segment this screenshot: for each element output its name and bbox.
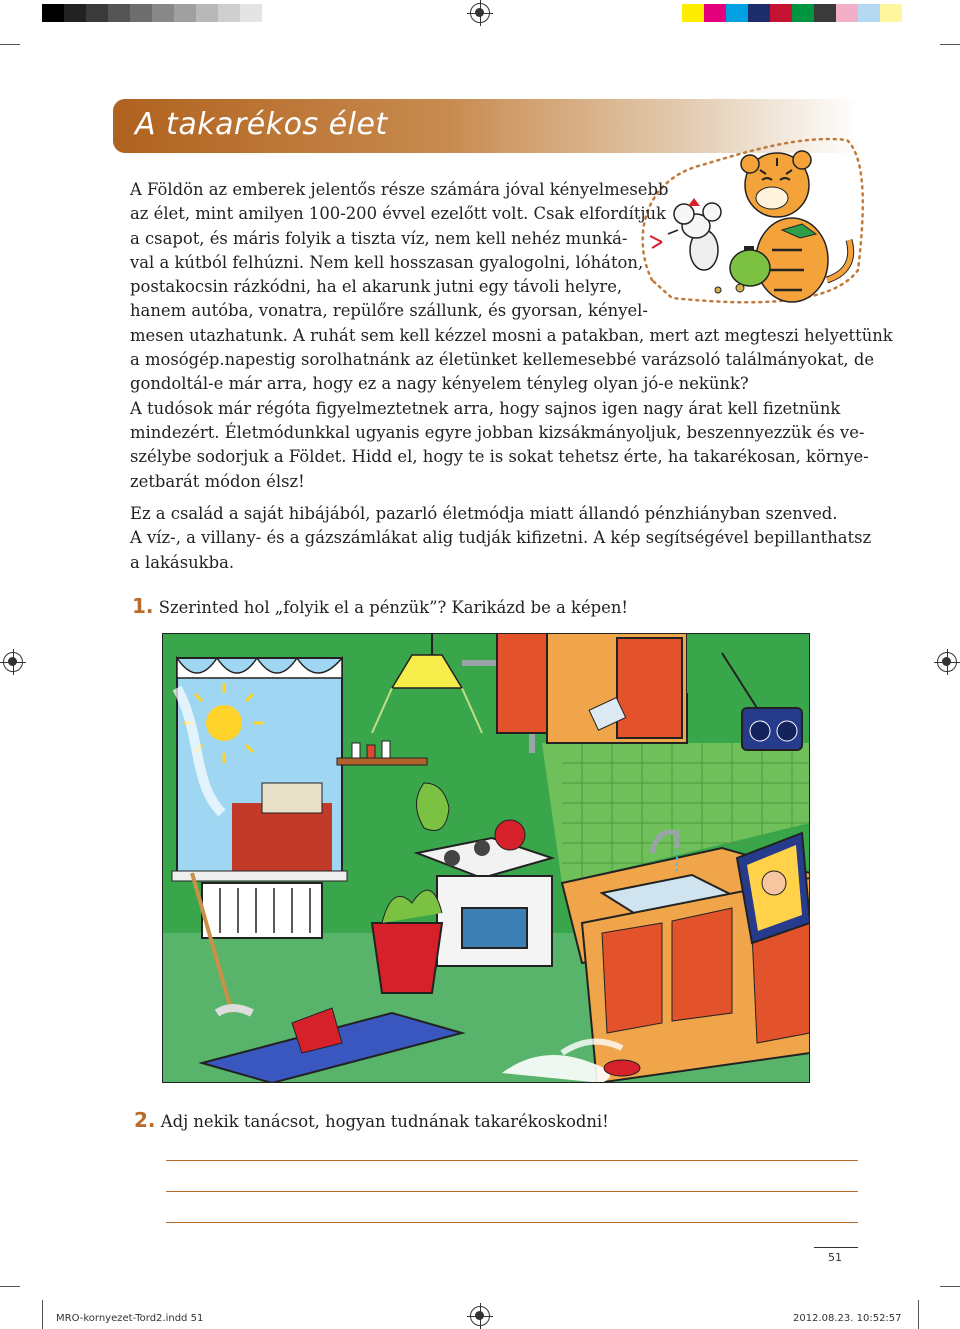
crop-mark [42,1300,43,1329]
kitchen-illustration[interactable] [162,633,810,1083]
intro-line: A Földön az emberek jelentős része számára jóval kényelmesebb [130,180,669,199]
answer-line-2[interactable] [166,1191,858,1192]
task-number: 1. [132,594,154,618]
intro-line: val a kútból felhúzni. Nem kell hosszasan gyalogolni, lóháton, [130,252,644,272]
open-cabinet-door [497,633,547,733]
intro-line: gondoltál-e már arra, hogy ez a nagy kényelem tényleg olyan jó-e nekünk? [130,374,749,394]
registration-mark-right [937,652,957,672]
crop-mark [940,44,960,45]
task-2 [134,1108,609,1132]
intro-line: postakocsin rázkódni, ha el akarunk jutni egy távoli helyre, [130,277,623,297]
task-text: Szerinted hol „folyik el a pénzük”? Karikázd be a képen! [158,598,628,617]
pet-bowl-icon [604,1060,640,1076]
answer-line-3[interactable] [166,1222,858,1223]
registration-mark-bottom [470,1306,490,1326]
grayscale-color-bar [42,4,262,22]
window [172,658,347,881]
intro-line: zetbarát módon élsz! [130,471,305,491]
crop-mark [918,1300,919,1329]
intro-line: a csapot, és máris folyik a tiszta víz, nem kell nehéz munká- [130,228,628,248]
task-1 [132,594,628,618]
page-number-rule [814,1247,858,1248]
sun-icon [206,705,242,741]
family-line: Ez a család a saját hibájából, pazarló életmódja miatt állandó pénzhiányban szenved. [130,504,838,523]
page-number: 51 [828,1251,842,1264]
crop-mark [0,44,20,45]
intro-line: mindezért. Életmódunkkal ugyanis egyre jobban kizsákmányoljuk, beszennyezzük és ve- [130,422,865,442]
cmyk-color-bar [682,4,902,22]
intro-line: hanem autóba, vonatra, repülőre szállunk, és gyorsan, kényel- [130,301,648,321]
intro-line: az élet, mint amilyen 100-200 évvel ezelőtt volt. Csak elfordítjuk [130,204,666,224]
page-title: A takarékos élet [135,107,388,142]
intro-paragraph [130,178,893,494]
answer-line-1[interactable] [166,1160,858,1161]
registration-mark-left [3,652,23,672]
intro-line: A tudósok már régóta figyelmeztetnek arra, hogy sajnos igen nagy árat kell fizetnünk [130,398,841,418]
crop-mark [940,1286,960,1287]
intro-line: a mosógép.napestig sorolhatnánk az életünket kellemesebbé varázsoló találmányokat, de [130,350,875,370]
footer-timestamp: 2012.08.23. 10:52:57 [793,1313,902,1324]
crop-mark [0,1286,20,1287]
footer-file: MRO-kornyezet-Tord2.indd 51 [56,1313,204,1324]
family-paragraph [130,502,871,575]
pot-icon [495,820,525,850]
intro-line: szélybe sodorjuk a Földet. Hidd el, hogy te is sokat tehetsz érte, ha takarékosan, környe- [130,447,869,467]
task-number: 2. [134,1108,156,1132]
family-line: a lakásukba. [130,552,235,572]
intro-line: mesen utazhatunk. A ruhát sem kell kézzel mosni a patakban, mert azt megteszi helyettünk [130,325,893,345]
registration-mark-top [470,3,490,23]
task-text: Adj nekik tanácsot, hogyan tudnának takarékoskodni! [160,1112,609,1131]
radiator-icon [202,883,322,938]
family-line: A víz-, a villany- és a gázszámlákat alig tudják kifizetni. A kép segítségével bepillanthatsz [130,528,872,548]
